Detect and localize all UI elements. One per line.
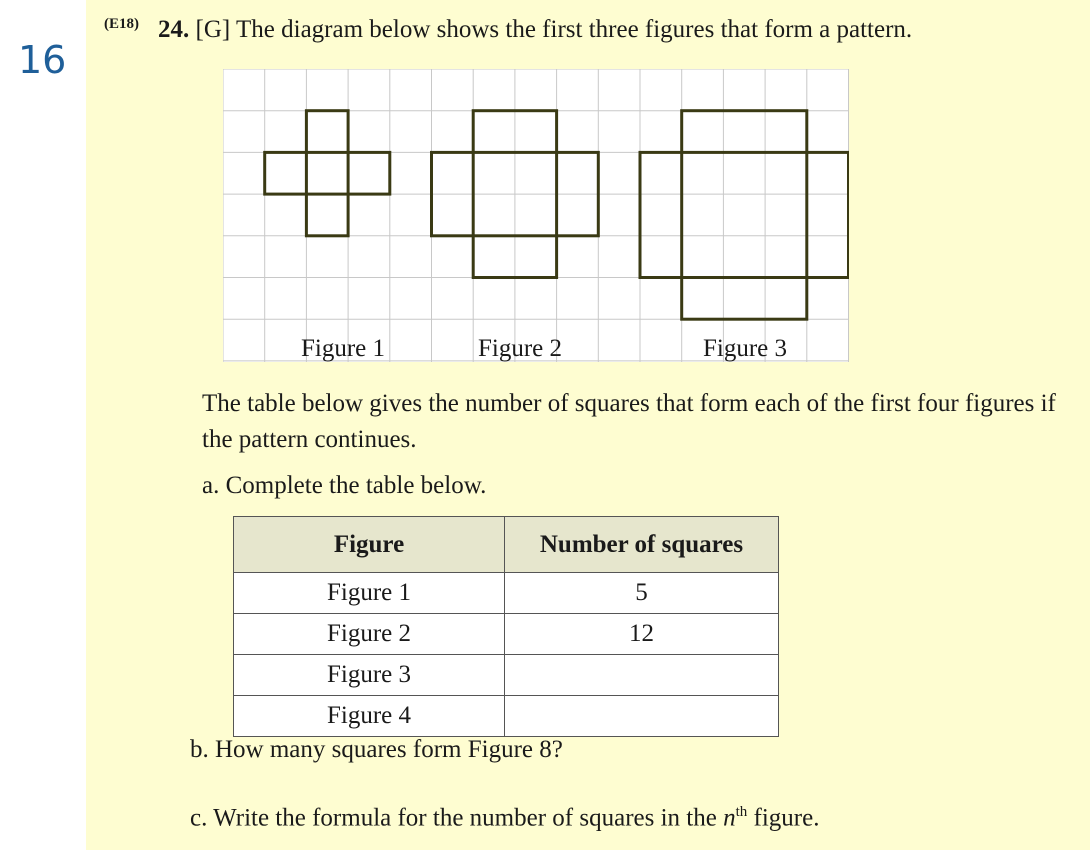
question-prompt (158, 16, 912, 44)
row-4-count-blank[interactable] (505, 696, 779, 737)
row-3-figure: Figure 3 (234, 655, 505, 696)
part-c-prompt (190, 804, 819, 832)
header-figure: Figure (234, 517, 505, 573)
part-a-prompt: a. Complete the table below. (202, 472, 487, 499)
part-c-superscript: th (735, 804, 748, 820)
table-row (234, 573, 779, 614)
table-row (234, 696, 779, 737)
figure-1-label: Figure 1 (300, 335, 386, 362)
header-number-of-squares: Number of squares (505, 517, 779, 573)
figure-3-label: Figure 3 (702, 335, 788, 362)
part-c-variable: n (723, 804, 736, 832)
row-2-figure: Figure 2 (234, 614, 505, 655)
squares-table (233, 516, 779, 737)
question-text: [G] The diagram below shows the first three figures that form a pattern. (195, 16, 913, 43)
exam-tag: (E18) (104, 16, 139, 32)
table-intro-text: The table below gives the number of squares that form each of the first four figures if the pattern continues. (202, 390, 1056, 453)
row-2-count: 12 (505, 614, 779, 655)
table-header-row (234, 517, 779, 573)
table-row (234, 655, 779, 696)
table-row (234, 614, 779, 655)
row-3-count-blank[interactable] (505, 655, 779, 696)
part-b-prompt: b. How many squares form Figure 8? (190, 736, 563, 763)
row-1-figure: Figure 1 (234, 573, 505, 614)
part-c-text: c. Write the formula for the number of squares in the (190, 804, 724, 832)
figure-labels (301, 335, 787, 362)
figure-2-label: Figure 2 (477, 335, 563, 362)
question-number: 24. (158, 16, 190, 43)
row-1-count: 5 (505, 573, 779, 614)
part-c-text-end: figure. (747, 804, 820, 832)
row-4-figure: Figure 4 (234, 696, 505, 737)
pattern-diagram (223, 69, 849, 362)
slide-number: 16 (18, 38, 67, 82)
